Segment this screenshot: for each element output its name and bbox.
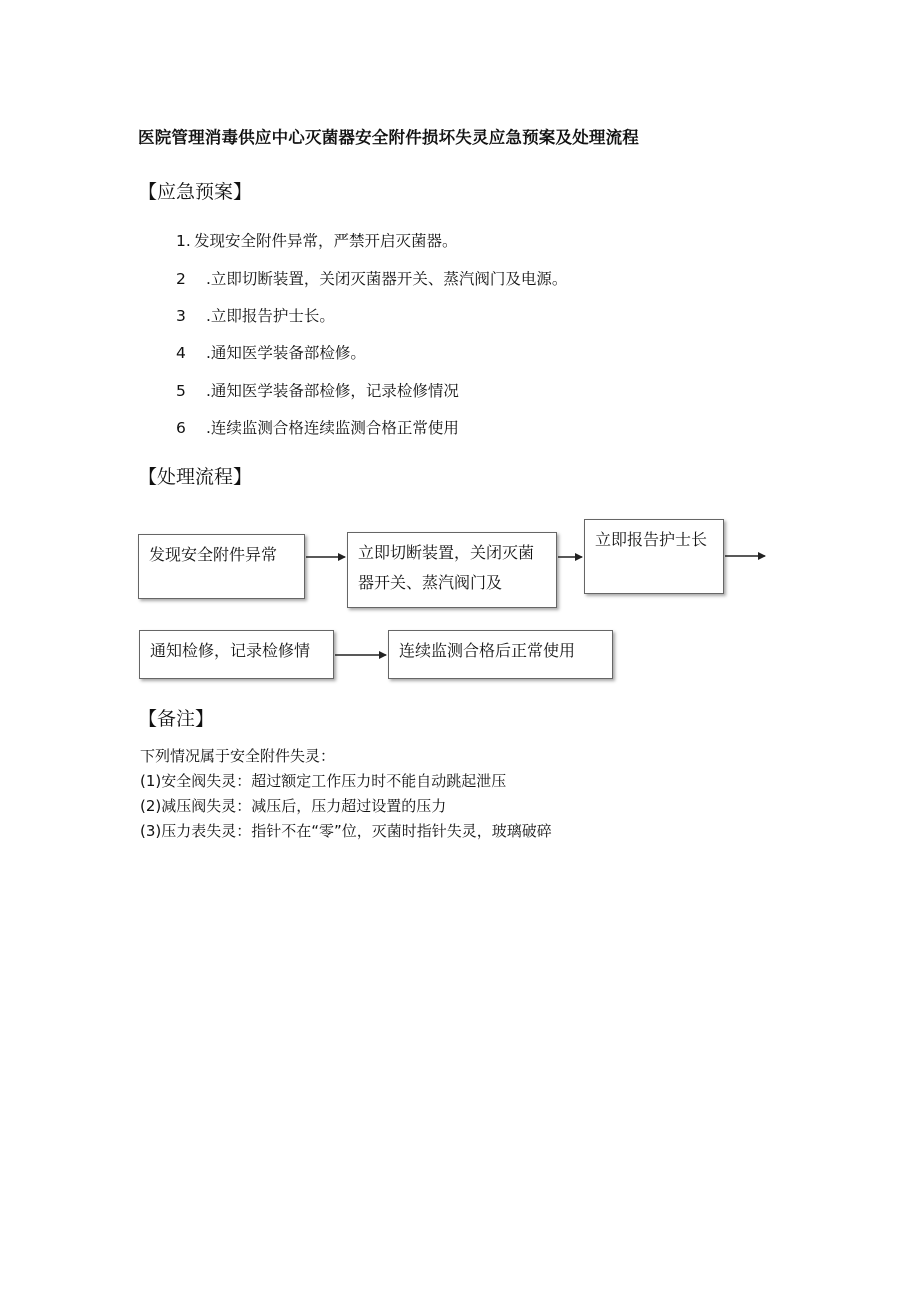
note-item-1: (1)安全阀失灵：超过额定工作压力时不能自动跳起泄压 (140, 772, 507, 790)
process-flow-heading: 【处理流程】 (138, 466, 253, 488)
notes-intro: 下列情况属于安全附件失灵： (140, 747, 336, 765)
note-item-2: (2)减压阀失灵：减压后，压力超过设置的压力 (140, 797, 447, 815)
step-text: 发现安全附件异常，严禁开启灭菌器。 (194, 232, 458, 250)
step-text: .连续监测合格连续监测合格正常使用 (206, 419, 459, 437)
step-text: .立即报告护士长。 (206, 307, 335, 325)
document-title: 医院管理消毒供应中心灭菌器安全附件损坏失灵应急预案及处理流程 (138, 128, 639, 147)
flow-box-shut-down: 立即切断装置，关闭灭菌器开关、蒸汽阀门及 (347, 532, 557, 608)
step-text: .立即切断装置，关闭灭菌器开关、蒸汽阀门及电源。 (206, 270, 568, 288)
step-number: 2 (176, 270, 186, 288)
flow-box-report-nurse: 立即报告护士长 (584, 519, 724, 594)
note-item-3: (3)压力表失灵：指针不在“零”位，灭菌时指针失灵，玻璃破碎 (140, 822, 552, 840)
step-number: 5 (176, 382, 186, 400)
step-number: 6 (176, 419, 186, 437)
step-number: 1. (176, 232, 191, 250)
flow-box-notify-repair: 通知检修，记录检修情 (139, 630, 334, 679)
emergency-plan-heading: 【应急预案】 (138, 181, 253, 203)
step-text: .通知医学装备部检修。 (206, 344, 366, 362)
step-text: .通知医学装备部检修，记录检修情况 (206, 382, 459, 400)
step-number: 4 (176, 344, 186, 362)
step-number: 3 (176, 307, 186, 325)
notes-heading: 【备注】 (138, 708, 215, 730)
flow-box-detect-abnormal: 发现安全附件异常 (138, 534, 305, 599)
flow-box-monitor-resume: 连续监测合格后正常使用 (388, 630, 613, 679)
